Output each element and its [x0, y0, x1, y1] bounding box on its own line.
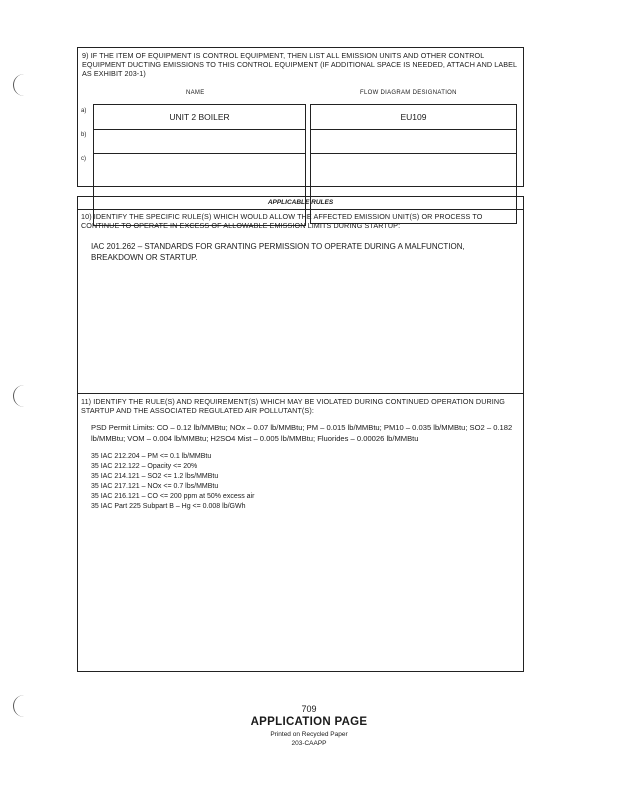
column-header-name: NAME — [186, 90, 205, 96]
column-header-flow-designation: FLOW DIAGRAM DESIGNATION — [360, 90, 457, 96]
name-cell-c[interactable] — [94, 153, 305, 178]
form-number: 203-CAAPP — [291, 740, 327, 747]
binder-hole-middle — [13, 385, 24, 407]
page-number: 709 — [301, 704, 317, 714]
row-label-a: a) — [81, 108, 87, 114]
requirement-item: 35 IAC 212.122 – Opacity <= 20% — [91, 463, 198, 470]
applicable-rules-header: APPLICABLE RULES — [78, 197, 523, 210]
requirement-item: 35 IAC Part 225 Subpart B – Hg <= 0.008 lb/GWh — [91, 503, 246, 510]
psd-permit-limits[interactable]: PSD Permit Limits: CO – 0.12 lb/MMBtu; NOx – 0.07 lb/MMBtu; PM – 0.015 lb/MMBtu; PM10 – 0.035 lb/MMBtu; SO2 – 0.182 lb/MMBtu; VOM – 0.004 lb/MMBtu; H2SO4 Mist – 0.005 lb/MMBtu; Fluorides – 0.00026 lb/MMBtu — [91, 423, 513, 443]
row-label-c: c) — [81, 156, 86, 162]
question-9: 9) IF THE ITEM OF EQUIPMENT IS CONTROL EQUIPMENT, THEN LIST ALL EMISSION UNITS AND OTHER CONTROL EQUIPMENT DUCTING EMISSIONS TO THIS CONTROL EQUIPMENT (IF ADDITIONAL SPACE IS NEEDED, ATTACH AND LABEL AS EXHIBIT 203-1) — [82, 51, 517, 79]
requirement-item: 35 IAC 217.121 – NOx <= 0.7 lbs/MMBtu — [91, 483, 219, 490]
requirement-item: 35 IAC 216.121 – CO <= 200 ppm at 50% excess air — [91, 493, 255, 500]
requirement-item: 35 IAC 214.121 – SO2 <= 1.2 lbs/MMBtu — [91, 473, 219, 480]
requirements-list — [91, 452, 254, 512]
designation-cell-c[interactable] — [311, 153, 516, 178]
row-label-b: b) — [81, 132, 87, 138]
page-title: APPLICATION PAGE — [250, 716, 368, 728]
designation-cell-b[interactable] — [311, 129, 516, 154]
name-cell-b[interactable] — [94, 129, 305, 154]
requirement-item: 35 IAC 212.204 – PM <= 0.1 lb/MMBtu — [91, 453, 212, 460]
section-divider — [78, 393, 523, 394]
question-10: 10) IDENTIFY THE SPECIFIC RULE(S) WHICH WOULD ALLOW THE AFFECTED EMISSION UNIT(S) OR PROCESS TO CONTINUE TO OPERATE IN EXCESS OF ALLOWABLE EMISSION LIMITS DURING STARTUP: — [81, 212, 483, 231]
binder-hole-top — [13, 74, 24, 96]
section-control-equipment — [77, 47, 524, 187]
answer-10[interactable]: IAC 201.262 – STANDARDS FOR GRANTING PERMISSION TO OPERATE DURING A MALFUNCTION, BREAKDOWN OR STARTUP. — [91, 242, 465, 262]
question-11: 11) IDENTIFY THE RULE(S) AND REQUIREMENT(S) WHICH MAY BE VIOLATED DURING CONTINUED OPERATION DURING STARTUP AND THE ASSOCIATED REGULATED AIR POLLUTANT(S): — [81, 397, 505, 416]
section-applicable-rules — [77, 196, 524, 672]
designation-cell-a[interactable]: EU109 — [400, 112, 427, 122]
recycled-note: Printed on Recycled Paper — [270, 731, 348, 738]
name-cell-a[interactable]: UNIT 2 BOILER — [169, 112, 230, 122]
